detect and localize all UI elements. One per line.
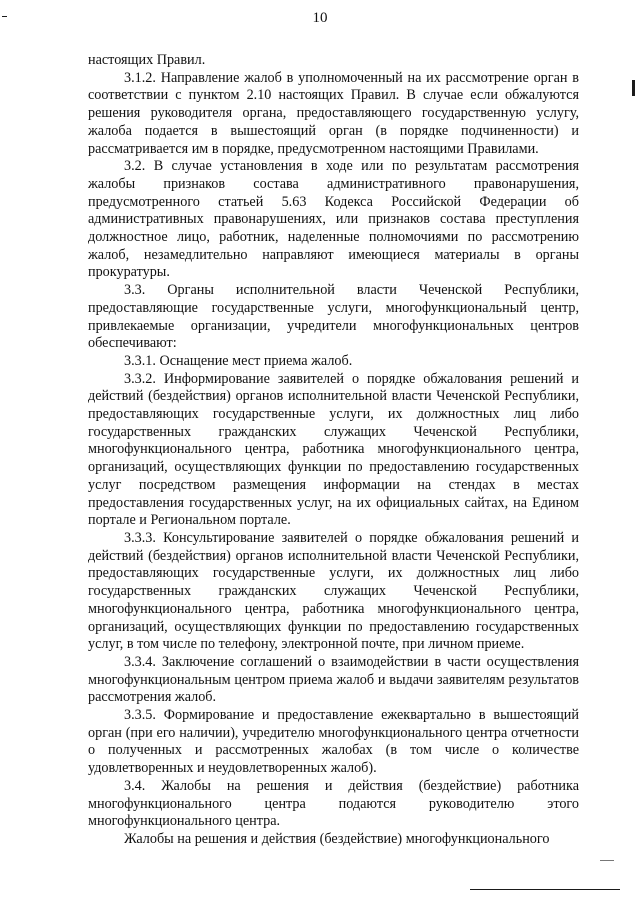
paragraph-3-3-3: 3.3.3. Консультирование заявителей о порядке обжалования решений и действий (бездействия) органов исполнительной власти Чеченской Республики, предоставляющих государственные услуги, их должностных лиц либо государственных гражданских служащих Чеченской Республики, многофункционального центра, работника многофункционального центра, организаций, осуществляющих функции по предоставлению государственных услуг, в том числе по телефону, электронной почте, при личном приеме. (88, 529, 579, 653)
paragraph-3-1-2: 3.1.2. Направление жалоб в уполномоченный на их рассмотрение орган в соответствии с пунктом 2.10 настоящих Правил. В случае если обжалуются решения руководителя органа, предоставляющего государственную услугу, жалоба подается в вышестоящий орган (в порядке подчиненности) и рассматривается им в порядке, предусмотренном настоящими Правилами. (88, 69, 579, 157)
paragraph-3-4-continued: Жалобы на решения и действия (бездействие) многофункционального (124, 830, 550, 847)
paragraph-3-3-1: 3.3.1. Оснащение мест приема жалоб. (124, 352, 353, 369)
scan-artifact-bottom-line (470, 889, 620, 890)
scan-artifact-bottom-corner (600, 860, 614, 861)
page-number: 10 (312, 10, 328, 26)
paragraph-3-4: 3.4. Жалобы на решения и действия (бездействие) работника многофункционального центра подаются руководителю этого многофункционального центра. (88, 777, 579, 830)
document-body (88, 52, 579, 849)
paragraph-3-3: 3.3. Органы исполнительной власти Чеченской Республики, предоставляющие государственные услуги, многофункциональный центр, привлекаемые организации, учредители многофункциональных центров обеспечивают: (88, 282, 579, 352)
paragraph-3-3-4: 3.3.4. Заключение соглашений о взаимодействии в части осуществления многофункциональным центром приема жалоб и выдачи заявителям результатов рассмотрения жалоб. (88, 653, 579, 706)
scan-artifact-right (632, 80, 635, 96)
paragraph-3-3-5: 3.3.5. Формирование и предоставление ежеквартально в вышестоящий орган (при его наличии), учредителю многофункционального центра отчетности о полученных и рассмотренных жалобах (в том числе о количестве удовлетворенных и неудовлетворенных жалоб). (88, 707, 579, 777)
paragraph-3-3-2: 3.3.2. Информирование заявителей о порядке обжалования решений и действий (бездействия) органов исполнительной власти Чеченской Республики, предоставляющих государственные услуги, их должностных лиц либо государственных гражданских служащих Чеченской Республики, многофункционального центра, работника многофункционального центра, организаций, осуществляющих функции по предоставлению государственных услуг посредством размещения информации на стендах в местах предоставления государственных услуг, на их официальных сайтах, на Едином портале и Региональном портале. (88, 370, 579, 529)
paragraph-continuation: настоящих Правил. (88, 52, 206, 68)
paragraph-3-2: 3.2. В случае установления в ходе или по результатам рассмотрения жалобы признаков состава административного правонарушения, предусмотренного статьей 5.63 Кодекса Российской Федерации об административных правонарушениях, или признаков состава преступления должностное лицо, работник, наделенные полномочиями по рассмотрению жалоб, незамедлительно направляют имеющиеся материалы в органы прокуратуры. (88, 158, 579, 281)
scan-artifact-left (2, 16, 7, 17)
